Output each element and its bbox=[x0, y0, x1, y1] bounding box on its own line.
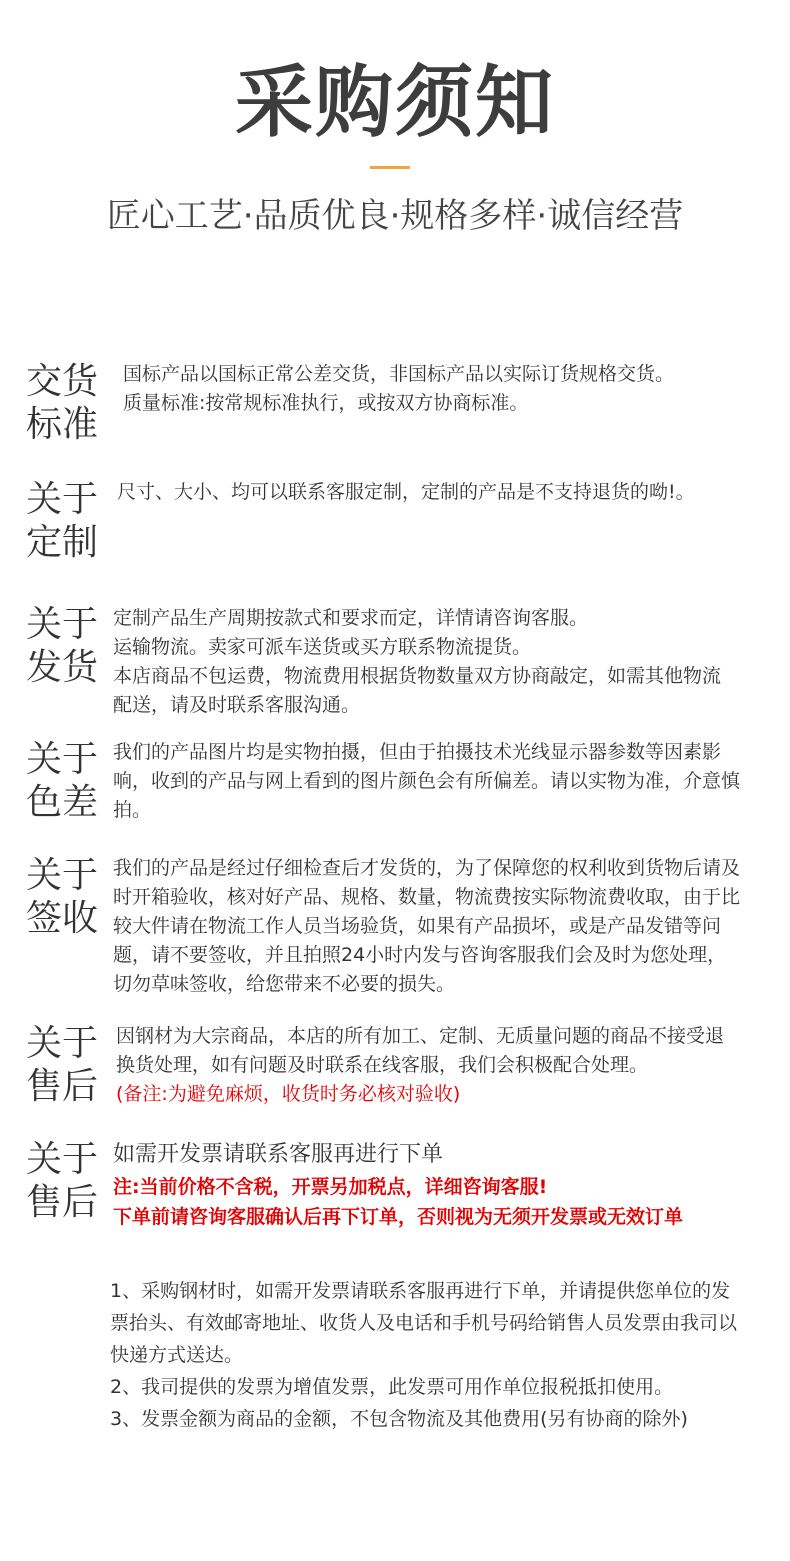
section-body bbox=[113, 854, 763, 999]
note-item: 3、发票金额为商品的金额，不包含物流及其他费用(另有协商的除外) bbox=[110, 1408, 688, 1430]
section-line: 我们的产品图片均是实物拍摄，但由于拍摄技术光线显示器参数等因素影响，收到的产品与网上看到的图片颜色会有所偏差。请以实物为准，介意慎拍。 bbox=[113, 741, 741, 821]
section-label: 关于发货 bbox=[26, 604, 99, 688]
section-line: 我们的产品是经过仔细检查后才发货的，为了保障您的权利收到货物后请及时开箱验收，核对好产品、规格、数量，物流费按实际物流费收取，由于比较大件请在物流工作人员当场验货，如果有产品损坏，或是产品发错等问题，请不要签收，并且拍照24小时内发与咨询客服我们会及时为您处理，切勿草味签收，给您带来不必要的损失。 bbox=[113, 857, 741, 995]
invoice-warning: 下单前请咨询客服确认后再下订单，否则视为无须开发票或无效订单 bbox=[113, 1206, 684, 1228]
section-label: 关于定制 bbox=[26, 479, 99, 563]
section-label: 关于签收 bbox=[26, 855, 99, 939]
section-body bbox=[113, 604, 763, 720]
section-line: 运输物流。卖家可派车送货或买方联系物流提货。 bbox=[113, 636, 532, 658]
note-item: 1、采购钢材时，如需开发票请联系客服再进行下单，并请提供您单位的发票抬头、有效邮寄地址、收货人及电话和手机号码给销售人员发票由我司以快递方式送达。 bbox=[110, 1280, 738, 1366]
section-label: 关于售后 bbox=[26, 1023, 99, 1107]
section-label: 关于色差 bbox=[26, 739, 99, 823]
after-sales-note: (备注:为避免麻烦，收货时务必核对验收) bbox=[116, 1083, 461, 1105]
section-body bbox=[117, 478, 767, 507]
section-label: 交货标准 bbox=[26, 361, 99, 445]
section-line: 本店商品不包运费，物流费用根据货物数量双方协商敲定，如需其他物流配送，请及时联系客服沟通。 bbox=[113, 665, 722, 716]
section-body bbox=[113, 738, 763, 825]
section-body bbox=[113, 1138, 763, 1232]
invoice-notes bbox=[110, 1275, 760, 1435]
section-body bbox=[116, 1022, 766, 1109]
section-line: 因钢材为大宗商品，本店的所有加工、定制、无质量问题的商品不接受退换货处理，如有问题及时联系在线客服，我们会积极配合处理。 bbox=[116, 1025, 725, 1076]
page-subtitle: 匠心工艺·品质优良·规格多样·诚信经营 bbox=[106, 196, 684, 236]
section-line: 质量标准:按常规标准执行，或按双方协商标准。 bbox=[123, 392, 529, 414]
section-line: 尺寸、大小、均可以联系客服定制，定制的产品是不支持退货的呦!。 bbox=[117, 481, 695, 503]
title-divider bbox=[370, 166, 410, 169]
page-title: 采购须知 bbox=[234, 58, 555, 148]
section-line: 国标产品以国标正常公差交货，非国标产品以实际订货规格交货。 bbox=[123, 363, 675, 385]
section-line: 定制产品生产周期按款式和要求而定，详情请咨询客服。 bbox=[113, 607, 589, 629]
section-body bbox=[123, 360, 773, 418]
invoice-warning: 注:当前价格不含税，开票另加税点，详细咨询客服! bbox=[113, 1176, 548, 1198]
section-line: 如需开发票请联系客服再进行下单 bbox=[113, 1142, 444, 1167]
note-item: 2、我司提供的发票为增值发票，此发票可用作单位报税抵扣使用。 bbox=[110, 1376, 674, 1398]
section-label: 关于售后 bbox=[26, 1139, 99, 1223]
